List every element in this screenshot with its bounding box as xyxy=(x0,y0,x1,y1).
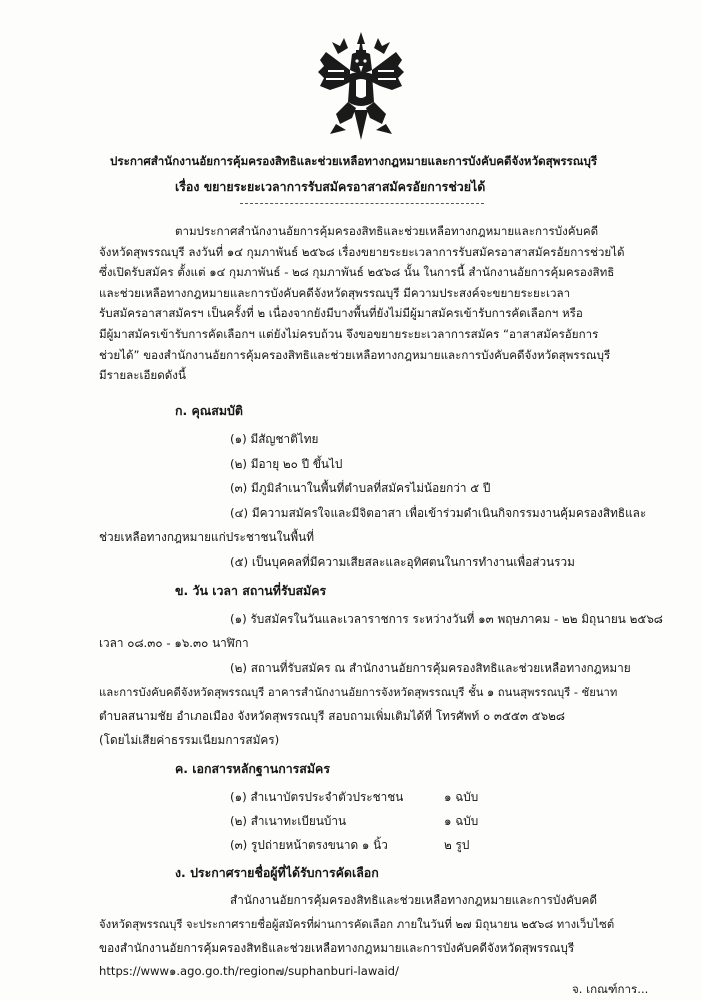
qualification-item: ช่วยเหลือทางกฎหมายแก่ประชาชนในพื้นที่ xyxy=(99,530,315,544)
section-c-heading: ค. เอกสารหลักฐานการสมัคร xyxy=(175,761,330,776)
document-item-label: (๒) สำเนาทะเบียนบ้าน xyxy=(230,814,347,828)
application-place-line: และการบังคับคดีจังหวัดสุพรรณบุรี อาคารสำนักงานอัยการจังหวัดสุพรรณบุรี ชั้น ๑ ถนนสุพรรณบุรี - ชัยนาท xyxy=(99,686,618,699)
website-url[interactable]: https://www๑.ago.go.th/region๗/suphanburi-lawaid/ xyxy=(99,964,399,978)
qualification-item: (๔) มีความสมัครใจและมีจิตอาสา เพื่อเข้าร่วมดำเนินกิจกรรมงานคุ้มครองสิทธิและ xyxy=(230,506,647,520)
intro-line: มีรายละเอียดดังนี้ xyxy=(99,368,186,383)
announcement-subject: เรื่อง ขยายระยะเวลาการรับสมัครอาสาสมัครอัยการช่วยได้ xyxy=(175,179,486,194)
intro-line: จังหวัดสุพรรณบุรี ลงวันที่ ๑๔ กุมภาพันธ์ ๒๕๖๘ เรื่องขยายระยะเวลาการรับสมัครอาสาสมัครอัยการช่วยได้ xyxy=(99,244,625,259)
intro-line: ซึ่งเปิดรับสมัคร ตั้งแต่ ๑๔ กุมภาพันธ์ - ๒๘ กุมภาพันธ์ ๒๕๖๘ นั้น ในการนี้ สำนักงานอัยการคุ้มครองสิทธิ xyxy=(99,265,615,280)
document-item-label: (๑) สำเนาบัตรประจำตัวประชาชน xyxy=(230,790,404,804)
application-place-line: ตำบลสนามชัย อำเภอเมือง จังหวัดสุพรรณบุรี สอบถามเพิ่มเติมได้ที่ โทรศัพท์ ๐ ๓๕๕๓ ๕๖๒๘ xyxy=(99,709,565,723)
results-line: ของสำนักงานอัยการคุ้มครองสิทธิและช่วยเหลือทางกฎหมายและการบังคับคดีจังหวัดสุพรรณบุรี xyxy=(99,941,575,955)
intro-line: มีผู้มาสมัครเข้ารับการคัดเลือกฯ แต่ยังไม่ครบถ้วน จึงขอขยายระยะเวลาการสมัคร “อาสาสมัครอัยการ xyxy=(99,326,599,341)
section-d-heading: ง. ประกาศรายชื่อผู้ที่ได้รับการคัดเลือก xyxy=(175,865,379,880)
section-b-heading: ข. วัน เวลา สถานที่รับสมัคร xyxy=(175,583,327,598)
document-item-label: (๓) รูปถ่ายหน้าตรงขนาด ๑ นิ้ว xyxy=(230,838,388,852)
intro-paragraph xyxy=(99,221,669,386)
qualification-item: (๓) มีภูมิลำเนาในพื้นที่ตำบลที่สมัครไม่น้อยกว่า ๕ ปี xyxy=(230,481,491,495)
garuda-emblem xyxy=(316,30,406,142)
document-item-qty: ๒ รูป xyxy=(444,838,470,852)
qualification-item: (๑) มีสัญชาติไทย xyxy=(230,432,319,446)
application-place-line: (๒) สถานที่รับสมัคร ณ สำนักงานอัยการคุ้มครองสิทธิและช่วยเหลือทางกฎหมาย xyxy=(230,661,631,675)
dashed-divider xyxy=(240,203,484,204)
document-item-qty: ๑ ฉบับ xyxy=(444,814,479,828)
document-item-qty: ๑ ฉบับ xyxy=(444,790,479,804)
intro-line: รับสมัครอาสาสมัครฯ เป็นครั้งที่ ๒ เนื่องจากยังมีบางพื้นที่ยังไม่มีผู้มาสมัครเข้ารับการคัดเลือกฯ หรือ xyxy=(99,306,583,321)
intro-line: และช่วยเหลือทางกฎหมายและการบังคับคดีจังหวัดสุพรรณบุรี มีความประสงค์จะขยายระยะเวลา xyxy=(99,285,571,300)
results-line: จังหวัดสุพรรณบุรี จะประกาศรายชื่อผู้สมัครที่ผ่านการคัดเลือก ภายในวันที่ ๒๗ มิถุนายน ๒๕๖๘ ทางเว็บไซต์ xyxy=(99,918,615,931)
intro-line: ตามประกาศสำนักงานอัยการคุ้มครองสิทธิและช่วยเหลือทางกฎหมายและการบังคับคดี xyxy=(175,224,599,238)
announcement-title: ประกาศสำนักงานอัยการคุ้มครองสิทธิและช่วยเหลือทางกฎหมายและการบังคับคดีจังหวัดสุพรรณบุรี xyxy=(110,154,598,168)
qualification-item: (๕) เป็นบุคคลที่มีความเสียสละและอุทิศตนในการทำงานเพื่อส่วนรวม xyxy=(230,555,575,569)
application-place-line: (โดยไม่เสียค่าธรรมเนียมการสมัคร) xyxy=(99,733,280,747)
application-period-line: (๑) รับสมัครในวันและเวลาราชการ ระหว่างวันที่ ๑๓ พฤษภาคม - ๒๒ มิถุนายน ๒๕๖๘ xyxy=(230,612,663,626)
application-period-line: เวลา ๐๘.๓๐ - ๑๖.๓๐ นาฬิกา xyxy=(99,636,249,650)
qualification-item: (๒) มีอายุ ๒๐ ปี ขึ้นไป xyxy=(230,457,343,471)
results-line: สำนักงานอัยการคุ้มครองสิทธิและช่วยเหลือทางกฎหมายและการบังคับคดี xyxy=(230,893,598,907)
intro-line: ช่วยได้” ของสำนักงานอัยการคุ้มครองสิทธิและช่วยเหลือทางกฎหมายและการบังคับคดีจังหวัดสุพรรณบุรี xyxy=(99,347,611,362)
continuation-note: จ. เกณฑ์การ... xyxy=(572,982,649,996)
section-a-heading: ก. คุณสมบัติ xyxy=(175,403,243,418)
